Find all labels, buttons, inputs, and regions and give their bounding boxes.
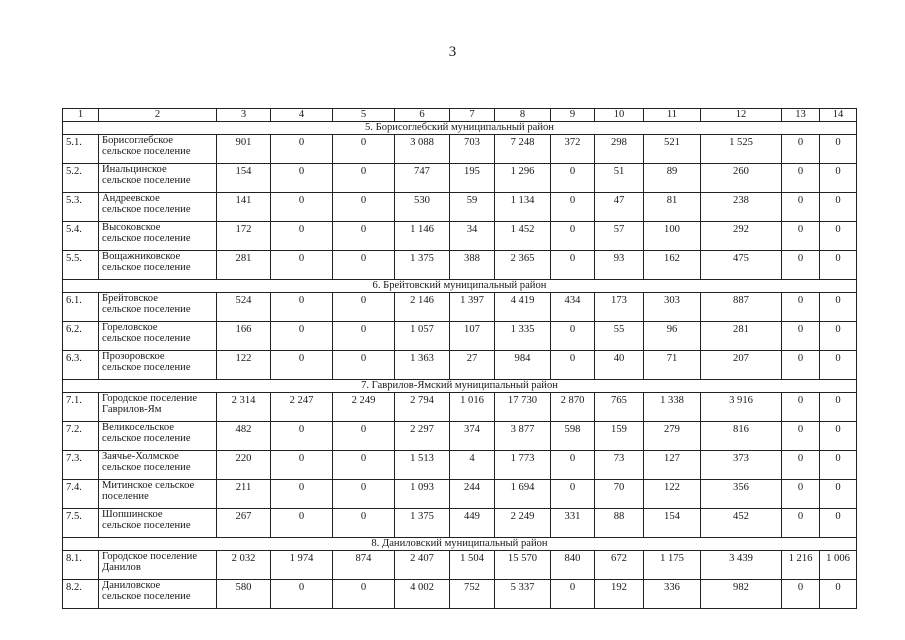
- row-value: 2 794: [395, 393, 450, 422]
- row-value: 238: [701, 193, 782, 222]
- row-code: 5.3.: [63, 193, 99, 222]
- row-name-line: сельское поселение: [102, 362, 191, 374]
- section-row: [63, 380, 857, 393]
- row-value: 1 216: [782, 551, 820, 580]
- page-number: 3: [448, 44, 457, 60]
- row-value: 2 249: [333, 393, 395, 422]
- column-number: 9: [551, 109, 595, 122]
- row-code: 8.1.: [63, 551, 99, 580]
- row-value: 1 335: [495, 322, 551, 351]
- row-value: 0: [782, 480, 820, 509]
- row-value: 0: [820, 451, 857, 480]
- row-value: 0: [820, 322, 857, 351]
- row-value: 373: [701, 451, 782, 480]
- row-value: 984: [495, 351, 551, 380]
- row-value: 40: [595, 351, 644, 380]
- table-row: [63, 480, 857, 509]
- column-number-row: [63, 109, 857, 122]
- table-row: [63, 351, 857, 380]
- row-name-line: сельское поселение: [102, 520, 191, 532]
- table-row: [63, 251, 857, 280]
- row-name-line: сельское поселение: [102, 591, 191, 603]
- row-value: 2 407: [395, 551, 450, 580]
- row-value: 71: [644, 351, 701, 380]
- row-name: [99, 580, 217, 609]
- row-value: 195: [450, 164, 495, 193]
- row-value: 0: [271, 322, 333, 351]
- row-name-line: сельское поселение: [102, 204, 191, 216]
- row-name-line: Гореловское: [102, 322, 158, 333]
- row-name-line: сельское поселение: [102, 262, 191, 274]
- row-name: [99, 164, 217, 193]
- row-value: 434: [551, 293, 595, 322]
- row-name-line: сельское поселение: [102, 304, 191, 316]
- row-value: 0: [551, 480, 595, 509]
- row-code: 6.3.: [63, 351, 99, 380]
- row-code: 6.2.: [63, 322, 99, 351]
- row-value: 59: [450, 193, 495, 222]
- table-row: [63, 135, 857, 164]
- row-name-line: сельское поселение: [102, 233, 191, 245]
- row-value: 0: [551, 580, 595, 609]
- row-code: 5.4.: [63, 222, 99, 251]
- row-value: 1 296: [495, 164, 551, 193]
- row-name: [99, 509, 217, 538]
- row-value: 0: [271, 580, 333, 609]
- row-name-line: Инальцинское: [102, 164, 167, 175]
- row-value: 89: [644, 164, 701, 193]
- row-value: 0: [333, 580, 395, 609]
- row-value: 0: [333, 135, 395, 164]
- section-row: [63, 122, 857, 135]
- row-value: 0: [820, 580, 857, 609]
- row-value: 0: [271, 451, 333, 480]
- column-number: 11: [644, 109, 701, 122]
- row-value: 449: [450, 509, 495, 538]
- row-value: 0: [271, 164, 333, 193]
- row-value: 207: [701, 351, 782, 380]
- row-value: 122: [217, 351, 271, 380]
- row-name: [99, 451, 217, 480]
- section-row: [63, 280, 857, 293]
- row-value: 874: [333, 551, 395, 580]
- row-value: 356: [701, 480, 782, 509]
- row-name: [99, 251, 217, 280]
- row-value: 0: [333, 509, 395, 538]
- row-value: 0: [271, 251, 333, 280]
- row-value: 0: [782, 393, 820, 422]
- row-value: 703: [450, 135, 495, 164]
- row-value: 0: [820, 164, 857, 193]
- column-number: 8: [495, 109, 551, 122]
- row-value: 598: [551, 422, 595, 451]
- row-value: 0: [333, 322, 395, 351]
- row-value: 1 504: [450, 551, 495, 580]
- row-value: 388: [450, 251, 495, 280]
- row-value: 4 002: [395, 580, 450, 609]
- row-value: 0: [782, 322, 820, 351]
- row-value: 0: [782, 222, 820, 251]
- row-value: 3 877: [495, 422, 551, 451]
- row-value: 752: [450, 580, 495, 609]
- row-value: 5 337: [495, 580, 551, 609]
- row-value: 816: [701, 422, 782, 451]
- row-value: 0: [820, 135, 857, 164]
- row-name-line: Высоковское: [102, 222, 161, 233]
- row-name-line: Митинское сельское: [102, 480, 195, 491]
- column-number: 2: [99, 109, 217, 122]
- row-value: 0: [333, 451, 395, 480]
- section-title: 7. Гаврилов-Ямский муниципальный район: [63, 380, 857, 393]
- row-name-line: Городское поселение: [102, 551, 198, 562]
- row-value: 1 773: [495, 451, 551, 480]
- row-value: 220: [217, 451, 271, 480]
- row-value: 0: [782, 580, 820, 609]
- row-value: 747: [395, 164, 450, 193]
- table-row: [63, 551, 857, 580]
- row-code: 7.5.: [63, 509, 99, 538]
- row-value: 0: [271, 509, 333, 538]
- row-name-line: Шопшинское: [102, 509, 163, 520]
- row-value: 34: [450, 222, 495, 251]
- row-value: 0: [782, 193, 820, 222]
- row-value: 211: [217, 480, 271, 509]
- table-row: [63, 193, 857, 222]
- row-name-line: Вощажниковское: [102, 251, 181, 262]
- row-value: 100: [644, 222, 701, 251]
- row-name-line: Даниловское: [102, 580, 161, 591]
- row-name-line: сельское поселение: [102, 433, 191, 445]
- row-value: 0: [271, 193, 333, 222]
- row-value: 281: [701, 322, 782, 351]
- row-value: 0: [820, 393, 857, 422]
- row-value: 7 248: [495, 135, 551, 164]
- row-name-line: Андреевское: [102, 193, 160, 204]
- row-code: 8.2.: [63, 580, 99, 609]
- row-value: 141: [217, 193, 271, 222]
- section-title: 6. Брейтовский муниципальный район: [63, 280, 857, 293]
- row-name-line: сельское поселение: [102, 146, 191, 158]
- row-value: 4 419: [495, 293, 551, 322]
- row-code: 6.1.: [63, 293, 99, 322]
- row-value: 982: [701, 580, 782, 609]
- row-name-line: Борисоглебское: [102, 135, 173, 146]
- row-value: 3 088: [395, 135, 450, 164]
- row-value: 1 016: [450, 393, 495, 422]
- row-value: 765: [595, 393, 644, 422]
- row-value: 4: [450, 451, 495, 480]
- row-value: 1 134: [495, 193, 551, 222]
- row-value: 1 363: [395, 351, 450, 380]
- row-value: 303: [644, 293, 701, 322]
- row-value: 0: [333, 293, 395, 322]
- row-value: 127: [644, 451, 701, 480]
- row-value: 0: [782, 251, 820, 280]
- row-value: 475: [701, 251, 782, 280]
- row-value: 0: [782, 451, 820, 480]
- row-value: 2 314: [217, 393, 271, 422]
- row-value: 1 093: [395, 480, 450, 509]
- row-value: 524: [217, 293, 271, 322]
- row-value: 1 375: [395, 251, 450, 280]
- row-value: 0: [820, 251, 857, 280]
- row-code: 7.4.: [63, 480, 99, 509]
- row-name: [99, 193, 217, 222]
- row-value: 0: [782, 509, 820, 538]
- row-name-line: сельское поселение: [102, 462, 191, 474]
- column-number: 7: [450, 109, 495, 122]
- row-value: 887: [701, 293, 782, 322]
- row-name: [99, 135, 217, 164]
- row-value: 0: [551, 322, 595, 351]
- row-value: 0: [333, 351, 395, 380]
- row-value: 1 525: [701, 135, 782, 164]
- row-value: 159: [595, 422, 644, 451]
- row-code: 7.3.: [63, 451, 99, 480]
- row-value: 0: [333, 251, 395, 280]
- row-value: 0: [551, 251, 595, 280]
- row-name: [99, 222, 217, 251]
- column-number: 14: [820, 109, 857, 122]
- row-value: 2 297: [395, 422, 450, 451]
- row-value: 482: [217, 422, 271, 451]
- row-value: 0: [820, 351, 857, 380]
- table-row: [63, 222, 857, 251]
- data-table: [62, 108, 857, 609]
- column-number: 13: [782, 109, 820, 122]
- row-value: 0: [782, 164, 820, 193]
- row-value: 292: [701, 222, 782, 251]
- row-value: 0: [782, 293, 820, 322]
- row-name-line: Брейтовское: [102, 293, 158, 304]
- row-value: 107: [450, 322, 495, 351]
- row-value: 336: [644, 580, 701, 609]
- row-value: 901: [217, 135, 271, 164]
- row-value: 0: [782, 351, 820, 380]
- row-value: 0: [333, 422, 395, 451]
- row-value: 122: [644, 480, 701, 509]
- row-value: 192: [595, 580, 644, 609]
- row-value: 840: [551, 551, 595, 580]
- row-code: 7.2.: [63, 422, 99, 451]
- row-value: 1 694: [495, 480, 551, 509]
- row-value: 93: [595, 251, 644, 280]
- row-value: 1 397: [450, 293, 495, 322]
- row-name: [99, 351, 217, 380]
- row-value: 0: [271, 351, 333, 380]
- row-value: 2 146: [395, 293, 450, 322]
- row-value: 580: [217, 580, 271, 609]
- row-name: [99, 480, 217, 509]
- row-value: 281: [217, 251, 271, 280]
- row-value: 0: [551, 222, 595, 251]
- table-row: [63, 580, 857, 609]
- column-number: 1: [63, 109, 99, 122]
- column-number: 3: [217, 109, 271, 122]
- row-name: [99, 322, 217, 351]
- row-code: 5.2.: [63, 164, 99, 193]
- row-value: 17 730: [495, 393, 551, 422]
- row-value: 3 439: [701, 551, 782, 580]
- row-value: 331: [551, 509, 595, 538]
- row-value: 96: [644, 322, 701, 351]
- row-value: 0: [551, 451, 595, 480]
- row-value: 0: [333, 480, 395, 509]
- row-value: 452: [701, 509, 782, 538]
- row-value: 1 974: [271, 551, 333, 580]
- table-row: [63, 393, 857, 422]
- row-value: 1 006: [820, 551, 857, 580]
- column-number: 5: [333, 109, 395, 122]
- row-name: [99, 422, 217, 451]
- table-row: [63, 293, 857, 322]
- row-value: 51: [595, 164, 644, 193]
- row-value: 73: [595, 451, 644, 480]
- row-value: 172: [217, 222, 271, 251]
- row-value: 0: [333, 164, 395, 193]
- table-row: [63, 422, 857, 451]
- section-title: 5. Борисоглебский муниципальный район: [63, 122, 857, 135]
- table-row: [63, 451, 857, 480]
- row-value: 47: [595, 193, 644, 222]
- row-value: 0: [820, 293, 857, 322]
- row-name-line: Заячье-Холмское: [102, 451, 179, 462]
- row-value: 70: [595, 480, 644, 509]
- row-code: 7.1.: [63, 393, 99, 422]
- row-value: 2 032: [217, 551, 271, 580]
- row-value: 260: [701, 164, 782, 193]
- table-row: [63, 322, 857, 351]
- row-value: 279: [644, 422, 701, 451]
- row-value: 154: [644, 509, 701, 538]
- row-value: 0: [782, 135, 820, 164]
- row-value: 0: [820, 480, 857, 509]
- row-value: 374: [450, 422, 495, 451]
- row-value: 1 375: [395, 509, 450, 538]
- section-row: [63, 538, 857, 551]
- row-value: 244: [450, 480, 495, 509]
- row-value: 0: [820, 222, 857, 251]
- row-code: 5.5.: [63, 251, 99, 280]
- row-name: [99, 293, 217, 322]
- row-name-line: Прозоровское: [102, 351, 165, 362]
- row-value: 0: [333, 222, 395, 251]
- row-value: 0: [551, 193, 595, 222]
- row-name: [99, 551, 217, 580]
- column-number: 10: [595, 109, 644, 122]
- row-value: 1 175: [644, 551, 701, 580]
- row-value: 0: [820, 422, 857, 451]
- row-name: [99, 393, 217, 422]
- column-number: 12: [701, 109, 782, 122]
- row-value: 173: [595, 293, 644, 322]
- row-value: 162: [644, 251, 701, 280]
- row-value: 0: [271, 135, 333, 164]
- row-value: 372: [551, 135, 595, 164]
- row-value: 0: [782, 422, 820, 451]
- row-value: 530: [395, 193, 450, 222]
- row-value: 1 057: [395, 322, 450, 351]
- column-number: 4: [271, 109, 333, 122]
- row-value: 0: [271, 480, 333, 509]
- row-value: 154: [217, 164, 271, 193]
- row-name-line: поселение: [102, 491, 149, 503]
- table-row: [63, 164, 857, 193]
- row-value: 0: [551, 351, 595, 380]
- row-value: 55: [595, 322, 644, 351]
- row-value: 672: [595, 551, 644, 580]
- row-value: 0: [820, 509, 857, 538]
- row-value: 166: [217, 322, 271, 351]
- row-name-line: сельское поселение: [102, 333, 191, 345]
- row-value: 0: [271, 293, 333, 322]
- row-value: 298: [595, 135, 644, 164]
- row-value: 57: [595, 222, 644, 251]
- row-value: 3 916: [701, 393, 782, 422]
- row-value: 15 570: [495, 551, 551, 580]
- row-value: 88: [595, 509, 644, 538]
- table-row: [63, 509, 857, 538]
- section-title: 8. Даниловский муниципальный район: [63, 538, 857, 551]
- row-value: 2 870: [551, 393, 595, 422]
- row-value: 1 338: [644, 393, 701, 422]
- row-value: 0: [820, 193, 857, 222]
- row-value: 0: [271, 422, 333, 451]
- row-value: 1 452: [495, 222, 551, 251]
- row-value: 521: [644, 135, 701, 164]
- row-value: 1 513: [395, 451, 450, 480]
- row-name-line: Данилов: [102, 562, 141, 574]
- row-value: 2 365: [495, 251, 551, 280]
- row-value: 0: [271, 222, 333, 251]
- row-code: 5.1.: [63, 135, 99, 164]
- row-name-line: Городское поселение: [102, 393, 198, 404]
- row-value: 0: [333, 193, 395, 222]
- row-value: 81: [644, 193, 701, 222]
- row-value: 2 247: [271, 393, 333, 422]
- column-number: 6: [395, 109, 450, 122]
- row-value: 0: [551, 164, 595, 193]
- row-value: 1 146: [395, 222, 450, 251]
- row-value: 27: [450, 351, 495, 380]
- row-name-line: Гаврилов-Ям: [102, 404, 162, 416]
- row-name-line: сельское поселение: [102, 175, 191, 187]
- row-value: 2 249: [495, 509, 551, 538]
- row-name-line: Великосельское: [102, 422, 174, 433]
- row-value: 267: [217, 509, 271, 538]
